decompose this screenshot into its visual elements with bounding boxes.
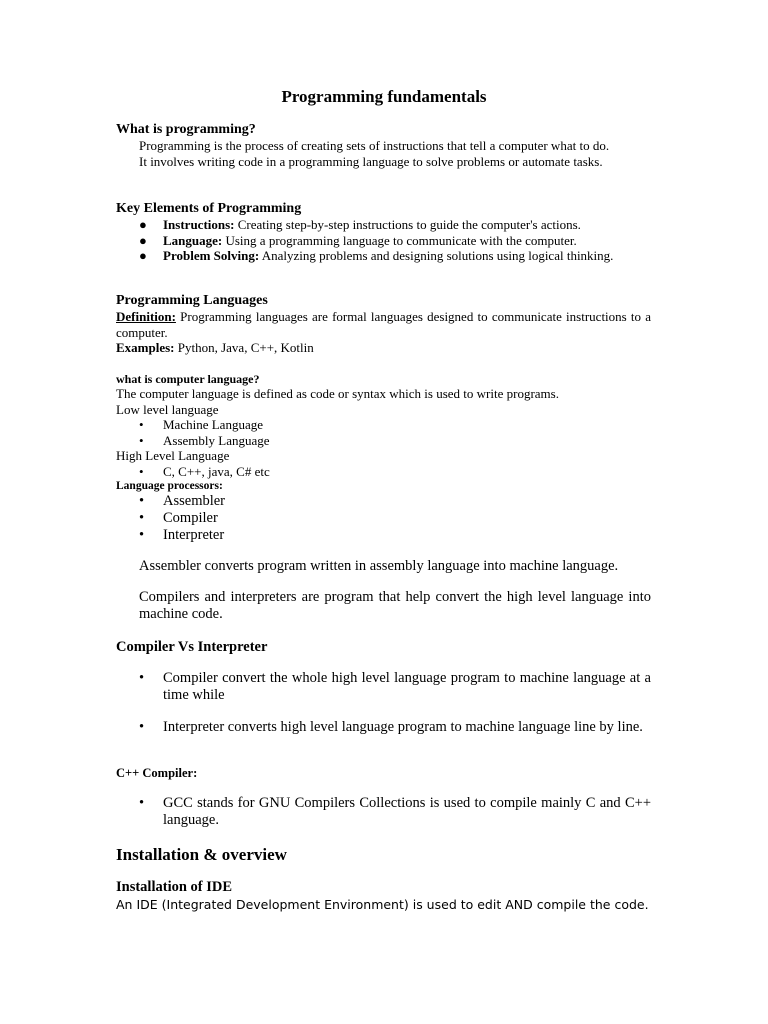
description: Using a programming language to communicate with the computer. — [222, 232, 577, 248]
section-computer-language — [116, 372, 651, 623]
section-compiler-vs-interpreter — [116, 639, 651, 736]
high-level-label: High Level Language — [116, 448, 230, 463]
examples — [116, 340, 651, 356]
paragraph: The computer language is defined as code or syntax which is used to write programs. — [116, 386, 559, 401]
low-level-label: Low level language — [116, 401, 219, 417]
bullet-icon: • — [139, 417, 144, 432]
list-item: • Assembler — [139, 493, 226, 509]
section-installation — [116, 845, 651, 913]
section-heading: What is programming? — [116, 122, 256, 137]
section-heading: what is computer language? — [116, 372, 260, 386]
examples-label: Examples: — [116, 340, 175, 355]
list-item: • C, C++, java, C# etc — [139, 463, 270, 479]
paragraph: It involves writing code in a programming language to solve problems or automate tasks. — [139, 153, 603, 169]
section-heading: Programming Languages — [116, 293, 268, 308]
processors-list — [116, 493, 651, 544]
bullet-icon: ● — [139, 232, 147, 248]
bullet-icon: • — [139, 463, 144, 479]
compiler-list — [116, 795, 651, 829]
list-item: • GCC stands for GNU Compilers Collections is used to compile mainly C and C++ language. — [139, 795, 651, 828]
definition-text: Programming languages are formal languages designed to communicate instructions to a computer. — [116, 309, 651, 340]
term: Language: — [163, 232, 223, 248]
list-item — [116, 233, 651, 249]
high-level-list — [116, 464, 651, 480]
definition — [116, 309, 651, 340]
bullet-icon: • — [139, 432, 144, 448]
list-item: • Compiler convert the whole high level language program to machine language at a time while — [139, 670, 651, 703]
key-elements-list — [116, 217, 651, 264]
bullet-icon: • — [139, 510, 145, 526]
definition-label: Definition: — [116, 309, 176, 324]
section-key-elements — [116, 201, 651, 264]
low-level-list — [116, 417, 651, 448]
paragraph: An IDE (Integrated Development Environment) is used to edit AND compile the code. — [116, 897, 649, 912]
description: Analyzing problems and designing solutions using logical thinking. — [259, 248, 614, 263]
term: Problem Solving: — [163, 248, 260, 263]
list-item: • Compiler — [139, 510, 218, 526]
document-title: Programming fundamentals — [281, 87, 487, 106]
paragraph: Assembler converts program written in assembly language into machine language. — [139, 558, 619, 574]
list-item: • Interpreter converts high level language program to machine language line by line. — [139, 719, 643, 735]
description: Creating step-by-step instructions to guide the computer's actions. — [234, 217, 581, 232]
comparison-list — [116, 670, 651, 736]
bullet-icon: ● — [139, 248, 147, 263]
bullet-icon: • — [139, 719, 145, 735]
paragraph: Programming is the process of creating sets of instructions that tell a computer what to do. — [139, 138, 610, 153]
section-heading: Installation & overview — [116, 845, 287, 864]
paragraph: Compilers and interpreters are program that help convert the high level language into machine code. — [139, 589, 651, 622]
section-programming-languages — [116, 293, 651, 356]
list-item — [116, 217, 651, 233]
bullet-icon: • — [139, 527, 145, 543]
bullet-icon: • — [139, 670, 145, 686]
bullet-icon: • — [139, 795, 145, 811]
list-item: • Machine Language — [139, 417, 263, 432]
section-what-is-programming — [116, 122, 651, 169]
examples-text: Python, Java, C++, Kotlin — [174, 340, 314, 355]
processors-heading: Language processors: — [116, 480, 223, 492]
term: Instructions: — [163, 217, 235, 232]
subsection-heading: Installation of IDE — [116, 879, 233, 895]
bullet-icon: • — [139, 493, 145, 509]
list-item: • Interpreter — [139, 527, 225, 543]
bullet-icon: ● — [139, 217, 147, 232]
section-cpp-compiler — [116, 766, 651, 829]
section-heading: Compiler Vs Interpreter — [116, 639, 268, 655]
section-heading: C++ Compiler: — [116, 766, 198, 780]
list-item: • Assembly Language — [139, 432, 270, 448]
section-heading: Key Elements of Programming — [116, 201, 302, 216]
list-item — [116, 248, 651, 264]
